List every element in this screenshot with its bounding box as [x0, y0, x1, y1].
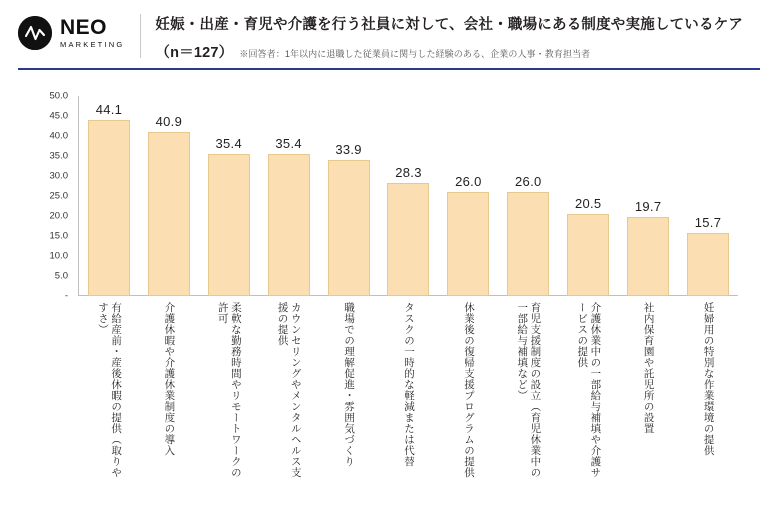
bar-item[interactable] — [319, 96, 379, 296]
x-tick-label: 休業後の復帰支援プログラムの提供 — [462, 302, 475, 478]
x-tick-label: 社内保育園や託児所の設置 — [642, 302, 655, 434]
y-tick-label: 30.0 — [49, 170, 68, 182]
bar-item[interactable] — [139, 96, 199, 296]
bar-value-label: 40.9 — [155, 114, 183, 130]
brand-logo — [18, 14, 124, 50]
y-tick-label: 35.0 — [49, 150, 68, 162]
bar-value-label: 26.0 — [515, 174, 542, 189]
y-tick-label: 5.0 — [54, 270, 68, 282]
bar-item[interactable] — [558, 96, 618, 296]
bar-item[interactable] — [618, 96, 678, 296]
y-tick-label: 20.0 — [49, 210, 68, 222]
respondent-note: ※回答者：1年以内に退職した従業員に関与した経験のある、企業の人事・教育担当者 — [239, 48, 591, 59]
bar-chart — [0, 88, 776, 508]
x-tick-label: 柔軟な勤務時間やリモートワークの許可 — [216, 302, 242, 478]
x-tick-label: 介護休業中の一部給与補填や介護サービスの提供 — [576, 302, 602, 478]
bar-rect[interactable] — [387, 183, 429, 296]
page-title: 妊娠・出産・育児や介護を行う社員に対して、会社・職場にある制度や実施しているケア — [155, 17, 744, 33]
bar-rect[interactable] — [88, 120, 130, 296]
bar-rect[interactable] — [687, 233, 729, 296]
bar-item[interactable] — [199, 96, 259, 296]
y-tick-label: 40.0 — [49, 130, 68, 142]
x-tick-label: タスクの一時的な軽減または代替 — [403, 302, 416, 467]
bar-item[interactable] — [259, 96, 319, 296]
x-tick-label: カウンセリングやメンタルヘルス支援の提供 — [276, 302, 302, 478]
bar-rect[interactable] — [268, 154, 310, 296]
y-tick-label: 50.0 — [49, 90, 68, 102]
bar-rect[interactable] — [567, 214, 609, 296]
y-tick-label: 15.0 — [49, 230, 68, 242]
bar-rect[interactable] — [208, 154, 250, 296]
y-tick-label: 10.0 — [49, 250, 68, 262]
x-tick-label: 妊婦用の特別な作業環境の提供 — [702, 302, 715, 456]
y-tick-label: 45.0 — [49, 110, 68, 122]
bar-rect[interactable] — [148, 132, 190, 296]
page-header — [0, 0, 776, 62]
bar-item[interactable] — [438, 96, 498, 296]
x-tick-label: 育児支援制度の設立（育児休業中の一部給与補填など） — [516, 302, 542, 478]
bar-value-label: 35.4 — [215, 136, 243, 152]
x-axis-labels — [79, 302, 738, 488]
bar-rect[interactable] — [328, 160, 370, 296]
y-tick-label: - — [64, 290, 68, 302]
bar-value-label: 33.9 — [335, 142, 362, 158]
bar-item[interactable] — [678, 96, 738, 296]
x-tick-label: 有給産前・産後休暇の提供（取りやすさ） — [96, 302, 123, 478]
brand-name: NEO — [60, 16, 108, 40]
bar-rect[interactable] — [447, 192, 489, 296]
bar-item[interactable] — [79, 96, 139, 296]
brand-tagline: MARKETING — [60, 40, 125, 50]
bar-value-label: 26.0 — [455, 174, 482, 189]
neo-wave-circle-icon — [18, 16, 52, 50]
bar-value-label: 35.4 — [275, 136, 302, 152]
sample-size: （n＝127） — [155, 44, 234, 61]
bar-value-label: 44.1 — [95, 101, 123, 117]
bar-value-label: 15.7 — [694, 215, 722, 231]
bar-rect[interactable] — [507, 192, 549, 296]
bar-series — [79, 96, 738, 296]
header-rule — [18, 68, 760, 70]
x-tick-label: 介護休暇や介護休業制度の導入 — [163, 302, 176, 456]
bar-item[interactable] — [498, 96, 558, 296]
bar-value-label: 28.3 — [395, 164, 422, 180]
y-axis-labels — [34, 88, 74, 302]
y-tick-label: 25.0 — [49, 190, 68, 202]
header-divider — [140, 14, 141, 58]
x-tick-label: 職場での理解促進・雰囲気づくり — [343, 302, 356, 467]
bar-rect[interactable] — [627, 217, 669, 296]
bar-item[interactable] — [379, 96, 439, 296]
bar-value-label: 20.5 — [574, 196, 602, 211]
bar-value-label: 19.7 — [634, 199, 662, 215]
